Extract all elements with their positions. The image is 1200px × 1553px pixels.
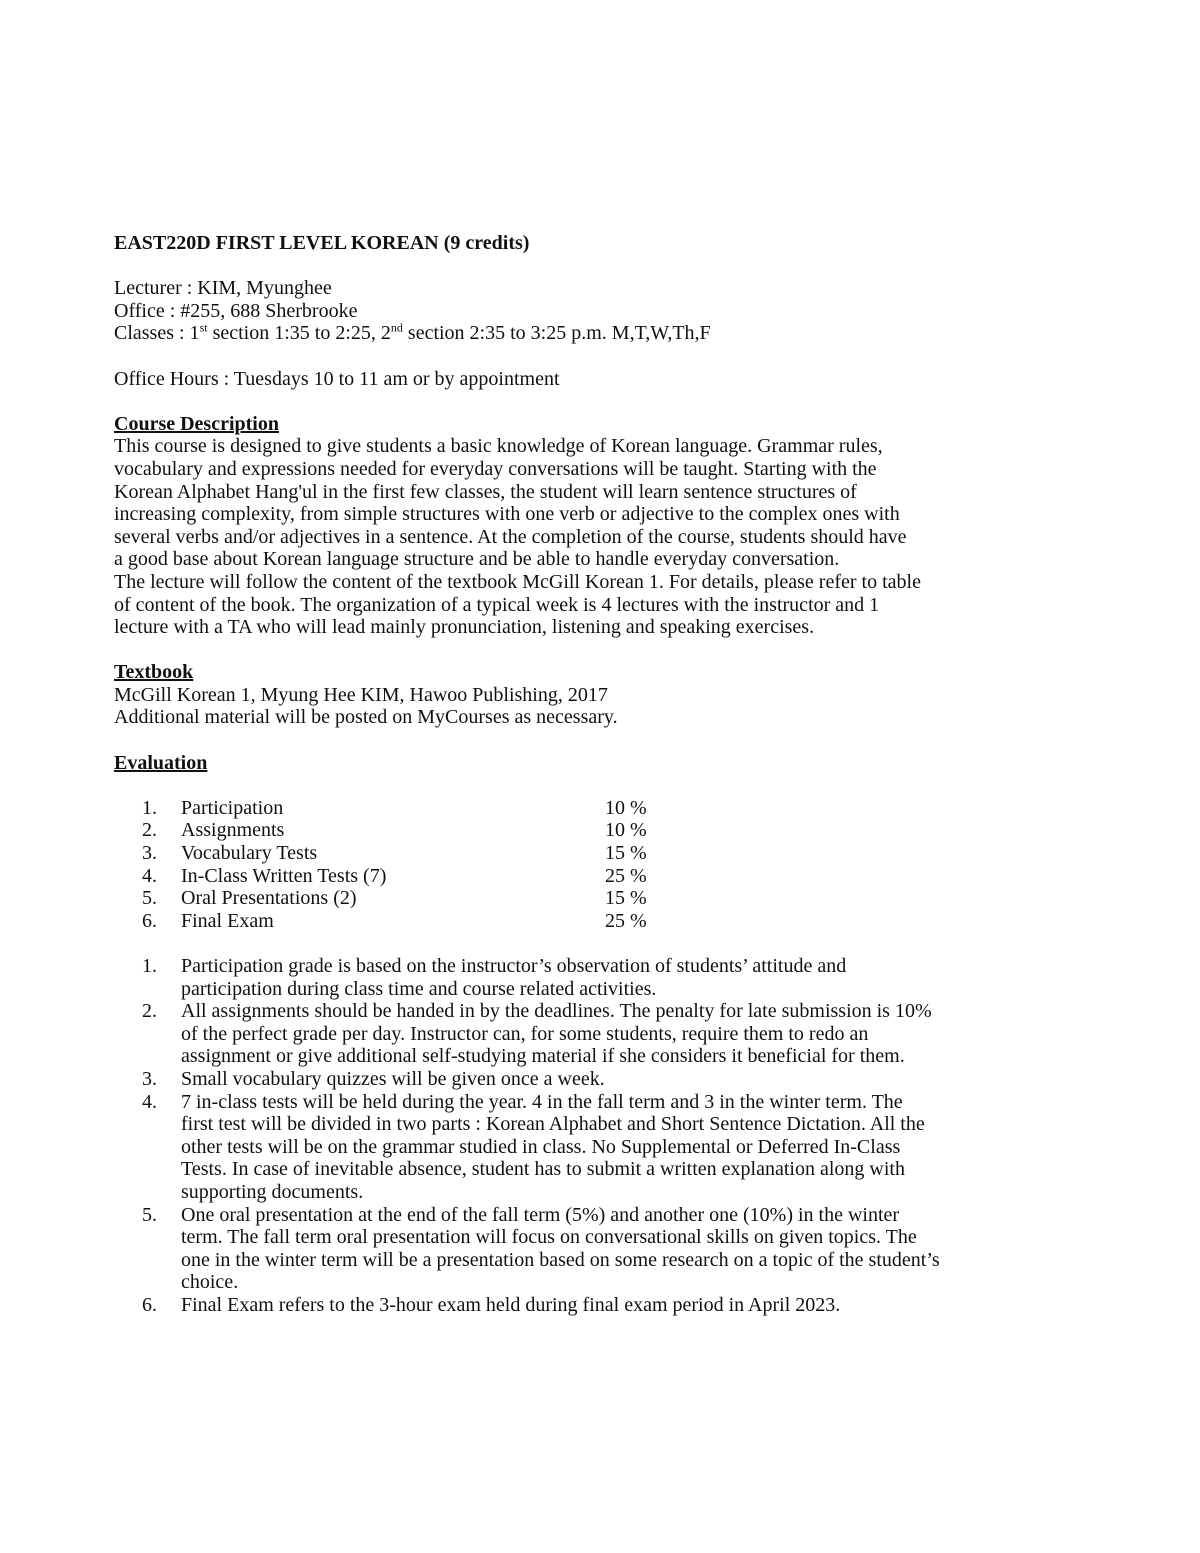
classes-sup-first: st bbox=[199, 320, 208, 335]
classes-prefix: Classes : 1 bbox=[114, 322, 200, 345]
note-line: One oral presentation at the end of the fall term (5%) and another one (10%) in the winter bbox=[181, 1203, 900, 1226]
evaluation-note bbox=[136, 1068, 1074, 1091]
description-line: of content of the book. The organization of a typical week is 4 lectures with the instructor and 1 bbox=[114, 593, 880, 616]
note-line: of the perfect grade per day. Instructor can, for some students, require them to redo an bbox=[181, 1022, 869, 1045]
description-line: several verbs and/or adjectives in a sentence. At the completion of the course, students should have bbox=[114, 525, 907, 548]
note-line: 7 in-class tests will be held during the year. 4 in the fall term and 3 in the winter term. The bbox=[181, 1090, 903, 1113]
textbook-line: McGill Korean 1, Myung Hee KIM, Hawoo Publishing, 2017 bbox=[114, 683, 608, 706]
item-number: 1. bbox=[142, 796, 157, 819]
spacer bbox=[114, 345, 1074, 368]
note-text bbox=[181, 1068, 1074, 1091]
evaluation-item bbox=[136, 910, 1074, 933]
note-line: assignment or give additional self-studying material if she considers it beneficial for them. bbox=[181, 1045, 905, 1068]
course-description-body bbox=[114, 435, 1074, 638]
item-percent: 25 % bbox=[605, 909, 647, 932]
note-number: 3. bbox=[142, 1067, 157, 1090]
evaluation-item bbox=[136, 842, 1074, 865]
classes-mid: section 1:35 to 2:25, 2 bbox=[207, 322, 391, 345]
course-description-heading: Course Description bbox=[114, 412, 279, 435]
description-line: increasing complexity, from simple structures with one verb or adjective to the complex ones with bbox=[114, 503, 900, 526]
evaluation-item bbox=[136, 819, 1074, 842]
note-number: 1. bbox=[142, 955, 157, 977]
evaluation-breakdown bbox=[136, 797, 1074, 933]
description-line: Korean Alphabet Hang'ul in the first few classes, the student will learn sentence structures of bbox=[114, 480, 857, 503]
description-line: a good base about Korean language structure and be able to handle everyday conversation. bbox=[114, 548, 840, 571]
evaluation-item bbox=[136, 887, 1074, 910]
note-line: participation during class time and course related activities. bbox=[181, 977, 657, 1000]
item-percent: 25 % bbox=[605, 864, 647, 887]
evaluation-note bbox=[136, 1000, 1074, 1068]
item-number: 2. bbox=[142, 819, 157, 842]
course-title: EAST220D FIRST LEVEL KOREAN (9 credits) bbox=[114, 232, 530, 254]
note-line: term. The fall term oral presentation will focus on conversational skills on given topics. The bbox=[181, 1226, 917, 1249]
note-line: Final Exam refers to the 3-hour exam held during final exam period in April 2023. bbox=[181, 1293, 841, 1316]
spacer bbox=[114, 729, 1074, 752]
item-percent: 15 % bbox=[605, 842, 647, 865]
item-percent: 10 % bbox=[605, 819, 647, 842]
note-line: first test will be divided in two parts : Korean Alphabet and Short Sentence Dictation. All the bbox=[181, 1113, 925, 1136]
item-label: Oral Presentations (2) bbox=[181, 887, 357, 910]
note-number: 4. bbox=[142, 1090, 157, 1113]
spacer bbox=[114, 639, 1074, 662]
spacer bbox=[114, 774, 1074, 797]
note-text bbox=[181, 1000, 1074, 1068]
office-hours-line: Office Hours : Tuesdays 10 to 11 am or by appointment bbox=[114, 367, 560, 390]
note-line: Tests. In case of inevitable absence, student has to submit a written explanation along with bbox=[181, 1158, 905, 1181]
note-text bbox=[181, 955, 1074, 1000]
item-number: 5. bbox=[142, 887, 157, 910]
textbook-line: Additional material will be posted on MyCourses as necessary. bbox=[114, 706, 618, 729]
evaluation-heading: Evaluation bbox=[114, 751, 208, 774]
item-label: Vocabulary Tests bbox=[181, 842, 318, 865]
syllabus-page bbox=[114, 232, 1074, 1317]
lecturer-line: Lecturer : KIM, Myunghee bbox=[114, 277, 332, 300]
evaluation-notes bbox=[136, 955, 1074, 1317]
note-text bbox=[181, 1294, 1074, 1317]
item-label: Assignments bbox=[181, 819, 285, 842]
item-percent: 10 % bbox=[605, 796, 647, 819]
spacer bbox=[114, 255, 1074, 278]
office-line: Office : #255, 688 Sherbrooke bbox=[114, 299, 358, 322]
note-number: 2. bbox=[142, 1000, 157, 1023]
description-line: The lecture will follow the content of the textbook McGill Korean 1. For details, please refer to table bbox=[114, 570, 921, 593]
description-line: lecture with a TA who will lead mainly pronunciation, listening and speaking exercises. bbox=[114, 616, 815, 639]
note-line: supporting documents. bbox=[181, 1180, 364, 1203]
note-text bbox=[181, 1204, 1074, 1294]
item-label: Participation bbox=[181, 796, 284, 819]
evaluation-note bbox=[136, 955, 1074, 1000]
spacer bbox=[114, 390, 1074, 413]
note-text bbox=[181, 1091, 1074, 1204]
note-line: other tests will be on the grammar studied in class. No Supplemental or Deferred In-Class bbox=[181, 1135, 901, 1158]
spacer bbox=[114, 932, 1074, 955]
classes-suffix: section 2:35 to 3:25 p.m. M,T,W,Th,F bbox=[402, 322, 711, 345]
textbook-heading: Textbook bbox=[114, 661, 194, 684]
description-line: This course is designed to give students a basic knowledge of Korean language. Grammar rules, bbox=[114, 435, 883, 458]
note-number: 5. bbox=[142, 1203, 157, 1226]
item-label: Final Exam bbox=[181, 909, 274, 932]
classes-line bbox=[114, 322, 1074, 345]
item-percent: 15 % bbox=[605, 887, 647, 910]
note-line: Participation grade is based on the instructor’s observation of students’ attitude and bbox=[181, 955, 847, 977]
item-number: 3. bbox=[142, 842, 157, 865]
item-number: 6. bbox=[142, 909, 157, 932]
evaluation-note bbox=[136, 1204, 1074, 1294]
note-line: All assignments should be handed in by the deadlines. The penalty for late submission is 10% bbox=[181, 1000, 932, 1023]
note-number: 6. bbox=[142, 1293, 157, 1316]
item-number: 4. bbox=[142, 864, 157, 887]
note-line: one in the winter term will be a presentation based on some research on a topic of the student’s bbox=[181, 1248, 940, 1271]
evaluation-note bbox=[136, 1294, 1074, 1317]
item-label: In-Class Written Tests (7) bbox=[181, 864, 387, 887]
evaluation-item bbox=[136, 797, 1074, 820]
evaluation-note bbox=[136, 1091, 1074, 1204]
note-line: choice. bbox=[181, 1271, 239, 1294]
classes-sup-second: nd bbox=[390, 320, 403, 335]
description-line: vocabulary and expressions needed for everyday conversations will be taught. Starting with the bbox=[114, 457, 877, 480]
evaluation-item bbox=[136, 865, 1074, 888]
note-line: Small vocabulary quizzes will be given once a week. bbox=[181, 1067, 605, 1090]
